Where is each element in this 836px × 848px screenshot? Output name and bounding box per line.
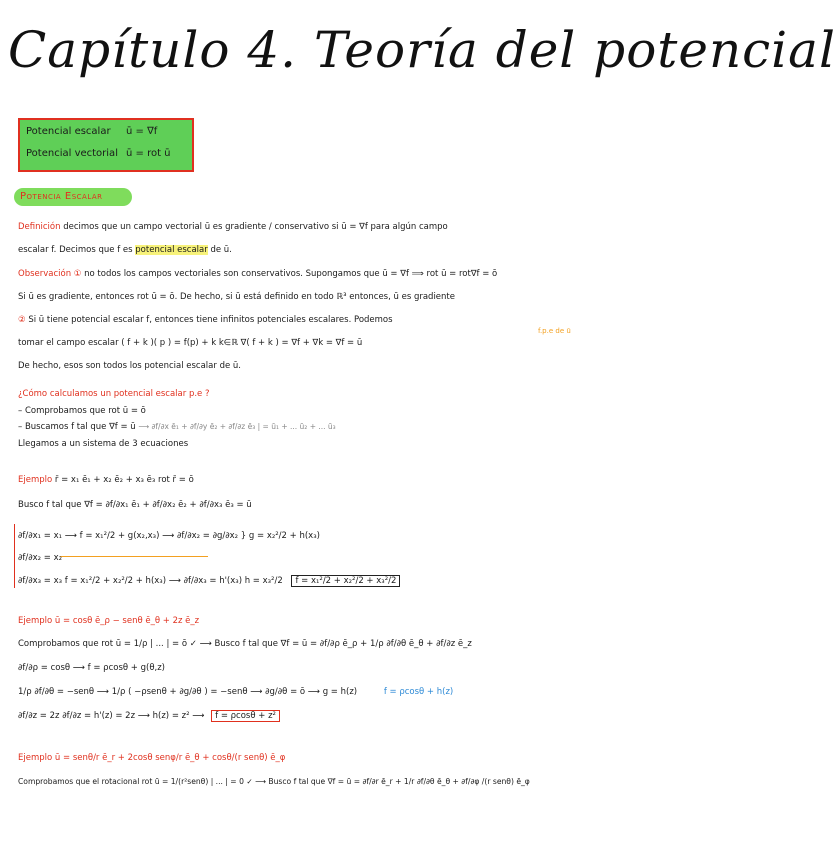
note-line [18,268,497,280]
note-line [18,291,455,303]
line-text: decimos que un campo vectorial ū es gradiente / conservativo si ū = ∇f para algún campo [60,222,448,232]
line-text: de ū. [207,245,232,255]
note-line [18,499,252,511]
line-text: no todos los campos vectoriales son conservativos. Supongamos que ū = ∇f ⟹ rot ū = rot∇f = ō [81,269,498,279]
result-box: f = x₁²/2 + x₂²/2 + x₃²/2 [291,575,400,587]
note-line [18,314,393,326]
line-text: Si ū tiene potencial escalar f, entonces tiene infinitos potenciales escalares. Podemos [25,315,393,325]
system-bracket [14,524,15,588]
note-line [18,575,400,587]
note-line [18,530,320,542]
link-line [60,556,208,557]
summary-formula: ū = rot ū [126,148,171,159]
line-prefix: ② [18,315,26,325]
line-text: escalar f. Decimos que f es [18,245,136,255]
line-text: Si ū es gradiente, entonces rot ū = ō. De hecho, si ū está definido en todo ℝ³ entonces, ū es gradiente [18,292,455,302]
note-line [18,710,280,722]
line-text: ∂f/∂x₃ = x₃ f = x₁²/2 + x₂²/2 + h(x₃) ⟶ ∂f/∂x₃ = h'(x₃) h = x₃²/2 [18,576,283,586]
section-tag: Potencia Escalar [14,188,132,206]
note-line [18,360,241,372]
line-text: 1/ρ ∂f/∂θ = −senθ ⟶ 1/ρ ( −ρsenθ + ∂g/∂θ ) = −senθ ⟶ ∂g/∂θ = ō ⟶ g = h(z) [18,687,358,697]
line-text: ∂f/∂z = 2z ∂f/∂z = h'(z) = 2z ⟶ h(z) = z² ⟶ [18,711,205,721]
note-line [18,244,232,256]
note-line [18,327,571,349]
note-line [18,776,530,788]
page-title: Capítulo 4. Teoría del potencial [8,21,836,79]
result-box: f = ρcosθ + z² [211,710,280,722]
note-line [18,615,199,627]
note-line [18,752,285,764]
line-text: ū = cosθ ē_ρ − senθ ē_θ + 2z ē_z [52,616,200,626]
note-line [18,221,448,233]
line-prefix: ¿Cómo calculamos un potencial escalar p.e ? [18,389,210,399]
summary-row [26,147,186,161]
line-text: – Buscamos f tal que ∇f = ū [18,422,136,432]
line-text: Comprobamos que el rotacional rot ū = 1/(r²senθ) | ... | = 0 ✓ ⟶ Busco f tal que ∇f = ū = ∂f/∂r ē_r + 1/r ∂f/∂θ ē_θ + ∂f/∂φ /(r senθ) ē_φ [18,777,530,786]
line-text: r̄ = x₁ ē₁ + x₂ ē₂ + x₃ ē₃ rot r̄ = ō [52,475,194,485]
highlight-term: potencial escalar [135,245,208,255]
summary-formula: ū = ∇f [126,126,158,137]
line-text: – Comprobamos que rot ū = ō [18,406,146,416]
summary-label: Potencial escalar [26,126,111,137]
note-line [18,388,210,400]
summary-label: Potencial vectorial [26,148,118,159]
note-line [18,438,188,450]
line-prefix: Definición [18,222,61,232]
line-text: tomar el campo escalar ( f + k )( p ) = f(p) + k k∈ℝ ∇( f + k ) = ∇f + ∇k = ∇f = ū [18,338,363,348]
line-text: Llegamos a un sistema de 3 ecuaciones [18,439,189,449]
margin-note: f.p.e de ū [538,327,571,335]
summary-box [18,118,194,172]
note-line [18,405,146,417]
line-text: ∂f/∂x₁ = x₁ ⟶ f = x₁²/2 + g(x₂,x₃) ⟶ ∂f/∂x₂ = ∂g/∂x₂ } g = x₂²/2 + h(x₃) [18,531,320,541]
note-line [18,686,453,698]
line-text: ∂f/∂x₂ = x₂ [18,553,63,563]
line-prefix: Ejemplo [18,616,53,626]
line-text: ū = senθ/r ē_r + 2cosθ senφ/r ē_θ + cosθ/(r senθ) ē_φ [52,753,286,763]
note-line [18,638,472,650]
note-line [18,474,194,486]
summary-row [26,125,186,139]
line-text: ∂f/∂ρ = cosθ ⟶ f = ρcosθ + g(θ,z) [18,663,165,673]
side-note: ⟶ ∂f/∂x ē₁ + ∂f/∂y ē₂ + ∂f/∂z ē₃ | = ū₁ + ... ū₂ + ... ū₃ [138,422,336,431]
line-text: Busco f tal que ∇f = ∂f/∂x₁ ē₁ + ∂f/∂x₂ ē₂ + ∂f/∂x₃ ē₃ = ū [18,500,252,510]
line-text: De hecho, esos son todos los potencial escalar de ū. [18,361,241,371]
note-line [18,552,62,564]
line-prefix: Ejemplo [18,753,53,763]
side-result: f = ρcosθ + h(z) [383,687,454,697]
line-prefix: Observación ① [18,269,82,279]
note-line [18,662,165,674]
note-line [18,421,336,433]
line-prefix: Ejemplo [18,475,53,485]
line-text: Comprobamos que rot ū = 1/ρ | ... | = ō ✓ ⟶ Busco f tal que ∇f = ū = ∂f/∂ρ ē_ρ + 1/ρ ∂f/∂θ ē_θ + ∂f/∂z ē_z [18,639,472,649]
